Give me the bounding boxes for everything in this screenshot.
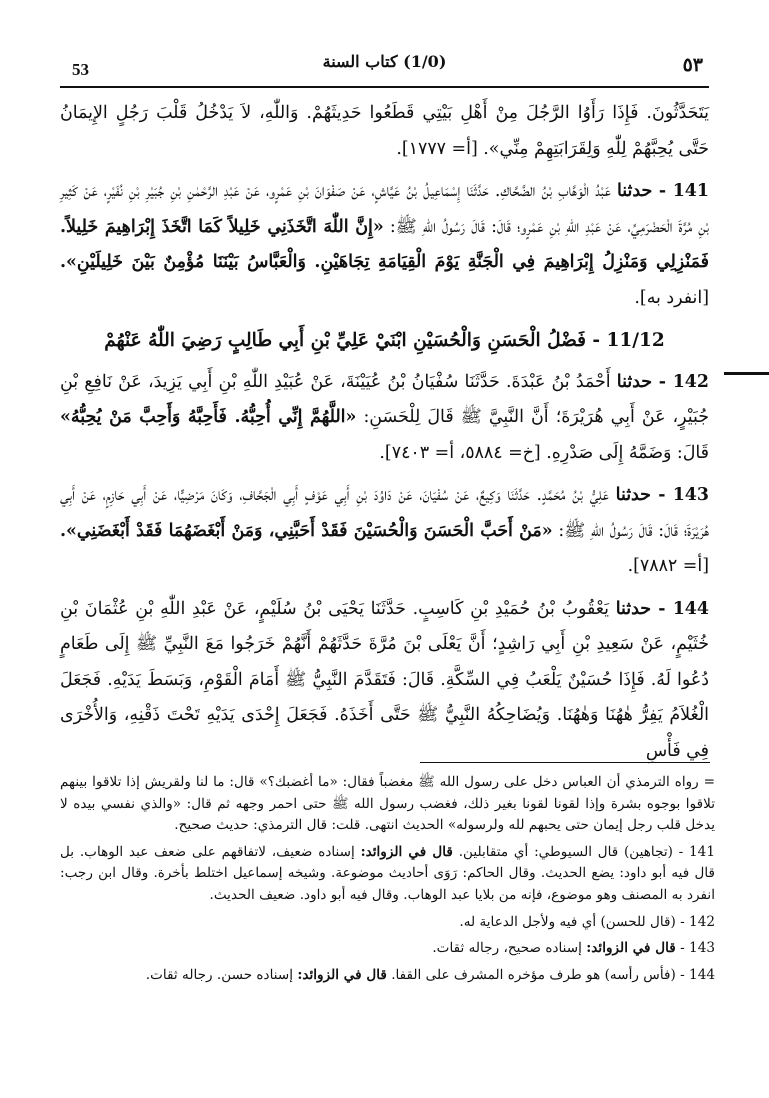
footnote-143-text: إسناده صحيح، رجاله ثقات. (432, 940, 582, 957)
hadith-141-ref: [انفرد به]. (634, 287, 709, 308)
running-title: (1/0) كتاب السنة (322, 52, 447, 71)
hadith-141-label: 141 - حدثنا (616, 181, 709, 201)
hadith-142-rest: قَالَ: وَضَمَّهُ إِلَى صَدْرِهِ. [خ= ٥٨٨٤، أ= ٧٤٠٣]. (379, 442, 709, 463)
hadith-141-isnad: عَبْدُ الْوَهَّابِ بْنُ الضَّحَّاكِ. حَدَّثَنَا إِسْمَاعِيلُ بْنُ عَيَّاشٍ، عَنْ صَفْوَانَ بْنِ عَمْرٍو، عَنْ عَبْدِ الرَّحْمٰنِ بْنِ جُبَيْرِ بْنِ نُفَيْرٍ، عَنْ كَثِيرِ بْنِ مُرَّةَ الْحَضْرَمِيِّ، عَنْ عَبْدِ اللّٰهِ بْنِ عَمْرٍو؛ قَالَ: قَالَ رَسُولُ اللّٰهِ ﷺ: (60, 181, 710, 237)
footnote-separator (420, 762, 710, 763)
continued-hadith-text: يَتَحَدَّثُونَ. فَإِذَا رَأَوُا الرَّجُلَ مِنْ أَهْلِ بَيْتِي قَطَعُوا حَدِيثَهُمْ. وَاللّٰهِ، لاَ يَدْخُلُ قَلْبَ رَجُلٍ الإِيمَانُ حَتَّى يُحِبَّهُمْ لِلّٰهِ وَلِقَرَابَتِهِمْ مِنِّي». [أ= ١٧٧٧]. (60, 103, 709, 159)
footnote-142 (60, 912, 715, 934)
footnote-144-zawaid: قال في الزوائد: (297, 966, 387, 983)
hadith-141-matn: «إِنَّ اللّٰهَ اتَّخَذَنِي خَلِيلاً كَمَا اتَّخَذَ إِبْرَاهِيمَ خَلِيلاً. فَمَنْزِلِي وَمَنْزِلُ إِبْرَاهِيمَ فِي الْجَنَّةِ يَوْمَ الْقِيَامَةِ تِجَاهَيْنِ. وَالْعَبَّاسُ بَيْنَنَا مُؤْمِنٌ بَيْنَ خَلِيلَيْنِ». (60, 216, 709, 272)
header-rule (60, 86, 709, 88)
footnote-141-b: إسناده ضعيف، لاتفاقهم على ضعف عبد الوهاب. بل قال فيه أبو داود: يضع الحديث. وقال الحاكم: رَوَى أحاديث موضوعة. وشيخه إسماعيل اختلط بأخرة. وقال ابن رجب: انفرد به المصنف وهو موضوع، فإنه من بلايا عبد الوهاب. وقال فيه أبو داود. ضعيف الحديث. (60, 843, 715, 903)
hadith-143-isnad: عَلِيُّ بْنُ مُحَمَّدٍ. حَدَّثَنَا وَكِيعٌ، عَنْ سُفْيَانَ، عَنْ دَاوُدَ بْنِ أَبِي عَوْفٍ أَبِي الْجَحَّافِ، وَكَانَ مَرْضِيًّا، عَنْ أَبِي حَازِمٍ، عَنْ أَبِي هُرَيْرَةَ؛ قَالَ: قَالَ رَسُولُ اللّٰهِ ﷺ: (60, 485, 709, 541)
footnotes (60, 772, 715, 991)
hadith-143-label: 143 - حدثنا (615, 485, 710, 505)
chapter-heading: 11/12 - فَضْلُ الْحَسَنِ وَالْحُسَيْنِ ابْنَيْ عَلِيِّ بْنِ أَبِي طَالِبٍ رَضِيَ اللّٰهُ عَنْهُمْ (104, 330, 665, 351)
footnote-144 (60, 965, 715, 987)
footnote-143 (60, 938, 715, 960)
hadith-142-isnad: أَحْمَدُ بْنُ عَبْدَةَ. حَدَّثَنَا سُفْيَانُ بْنُ عُيَيْنَةَ، عَنْ عُبَيْدِ اللّٰهِ بْنِ أَبِي يَزِيدَ، عَنْ نَافِعِ بْنِ جُبَيْرٍ، عَنْ أَبِي هُرَيْرَةَ؛ أَنَّ النَّبِيَّ ﷺ قَالَ لِلْحَسَنِ: (60, 371, 709, 427)
page-number-latin: 53 (72, 60, 89, 79)
page-number-arabic: ٥٣ (682, 54, 703, 76)
footnote-continued (60, 772, 715, 837)
footnote-continued-text: = رواه الترمذي أن العباس دخل على رسول الله ﷺ مغضباً فقال: «ما أغضبك؟» قال: ما لنا ولقريش إذا تلاقوا بينهم تلاقوا بوجوه بشرة وإذا لقونا لقونا بغير ذلك، فغضب رسول الله ﷺ حتى احمر وجهه ثم قال: «والذي نفسي بيده لا يدخل قلب رجل إيمان حتى يحبهم لله ولرسوله» الحديث انتهى. قلت: قال الترمذي: حديث صحيح. (60, 774, 715, 834)
page-header (60, 42, 709, 88)
hadith-144 (60, 592, 709, 770)
hadith-141 (60, 174, 709, 316)
hadith-142 (60, 365, 709, 472)
hadith-142-label: 142 - حدثنا (616, 371, 709, 392)
hadith-144-text: يَعْقُوبُ بْنُ حُمَيْدِ بْنِ كَاسِبٍ. حَدَّثَنَا يَحْيَى بْنُ سُلَيْمٍ، عَنْ عَبْدِ اللّٰهِ بْنِ عُثْمَانَ بْنِ خُثَيْمٍ، عَنْ سَعِيدِ بْنِ أَبِي رَاشِدٍ؛ أَنَّ يَعْلَى بْنَ مُرَّةَ حَدَّثَهُمْ أَنَّهُمْ خَرَجُوا مَعَ النَّبِيِّ ﷺ إِلَى طَعَامٍ دُعُوا لَهُ. فَإِذَا حُسَيْنٌ يَلْعَبُ فِي السِّكَّةِ. قَالَ: فَتَقَدَّمَ النَّبِيُّ ﷺ أَمَامَ الْقَوْمِ، وَبَسَطَ يَدَيْهِ. فَجَعَلَ الْغُلاَمُ يَفِرُّ هٰهُنَا وَهٰهُنَا. وَيُضَاحِكُهُ النَّبِيُّ ﷺ حَتَّى أَخَذَهُ. فَجَعَلَ إِحْدَى يَدَيْهِ تَحْتَ ذَقْنِهِ، وَالأُخْرَى فِي فَأْسِ (60, 598, 709, 761)
continued-hadith (60, 96, 709, 167)
hadith-142-matn: «اللَّهُمَّ إِنِّي أُحِبُّهُ. فَأَحِبَّهُ وَأَحِبَّ مَنْ يُحِبُّهُ» (60, 407, 357, 427)
footnote-141 (60, 842, 715, 907)
footnote-143-zawaid: قال في الزوائد: (586, 940, 676, 957)
hadith-143-matn: «مَنْ أَحَبَّ الْحَسَنَ وَالْحُسَيْنَ فَقَدْ أَحَبَّنِي، وَمَنْ أَبْغَضَهُمَا فَقَدْ أَبْغَضَنِي». (60, 520, 553, 541)
hadith-143-ref: [أ= ٧٨٨٢]. (627, 556, 709, 576)
main-text (60, 96, 709, 776)
hadith-143 (60, 478, 709, 585)
hadith-144-label: 144 - حدثنا (615, 598, 710, 619)
footnote-141-zawaid: قال في الزوائد: (360, 843, 453, 860)
footnote-142-text: 142 - (قال للحسن) أي فيه ولأجل الدعاية له. (459, 913, 715, 930)
margin-mark (724, 372, 769, 375)
footnote-143-number: 143 - (680, 940, 715, 957)
footnote-144-b: إسناده حسن. رجاله ثقات. (145, 966, 294, 983)
footnote-144-a: 144 - (فأس رأسه) هو طرف مؤخره المشرف على القفا. (391, 966, 715, 983)
footnote-141-a: 141 - (تجاهين) قال السيوطي: أي متقابلين. (458, 843, 715, 860)
